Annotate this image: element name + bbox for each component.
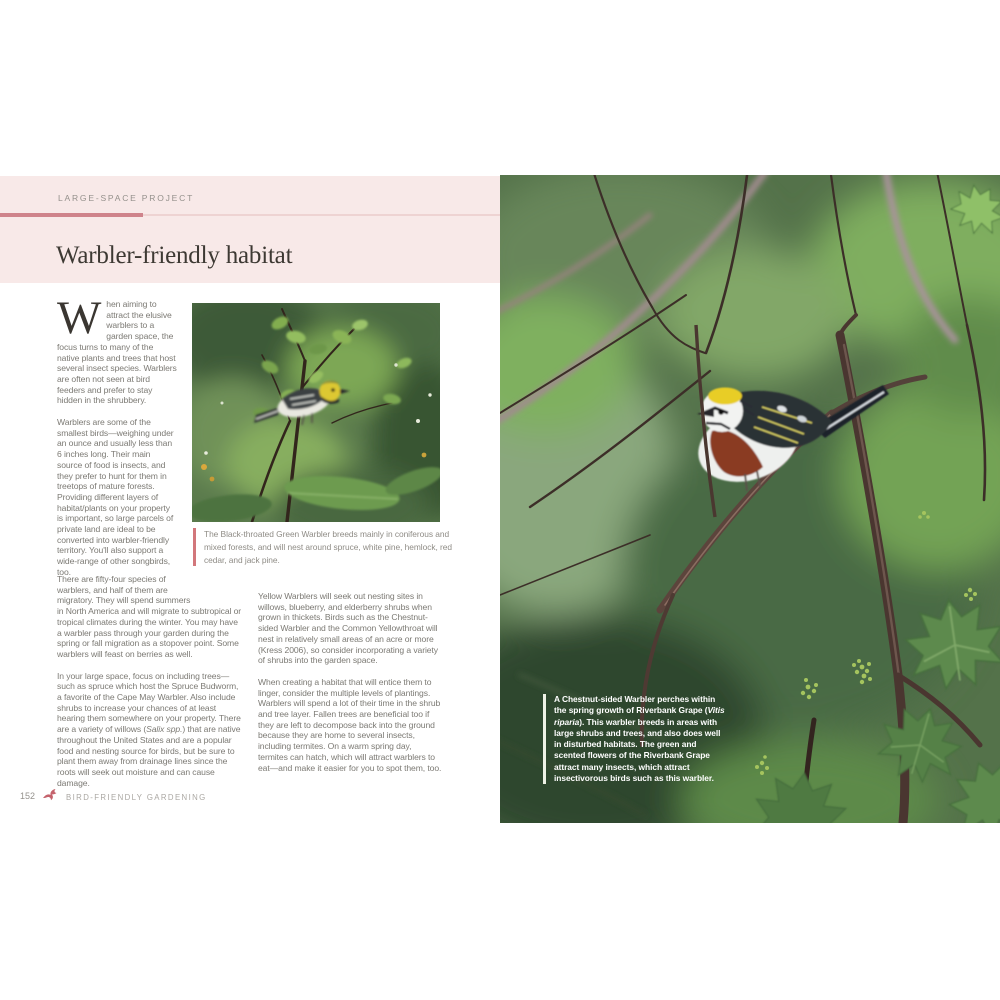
inset-photo-caption: The Black-throated Green Warbler breeds mainly in coniferous and mixed forests, and will nest around spruce, white pine, hemlock, red cedar, and jack pine. <box>193 528 456 566</box>
rule-light-segment <box>143 214 500 216</box>
body-paragraph-6: When creating a habitat that will entice them to linger, consider the multiple levels of plantings. Warblers will spend a lot of their time in the shrub and tree layer. Fallen trees are beneficial too if they are left to decompose back into the ground because they are home to several insects, including termites. On a warm spring day, termites can hatch, which will attract warblers to eat—and make it easier for you to spot them, too. <box>258 676 442 773</box>
page-number: 152 <box>20 791 36 801</box>
bird-logo-icon <box>42 788 58 802</box>
title-band <box>0 176 500 283</box>
section-eyebrow: LARGE-SPACE PROJECT <box>58 193 195 203</box>
body-paragraph-3-text: There are fifty-four species of warblers, and half of them are migratory. They will spend summers in North America and will migrate to subtropical or tropical climates during the winter. You may have a warbler pass through your garden during the spring or fall migration as a stopover point. Some warblers will feast on berries as well. <box>57 574 242 659</box>
page-title: Warbler-friendly habitat <box>56 242 293 269</box>
left-column-lower <box>57 574 243 799</box>
right-column <box>258 591 442 784</box>
eyebrow-rule <box>0 213 500 217</box>
body-paragraph-4: In your large space, focus on including trees—such as spruce which host the Spruce Budworm, a favorite of the Cape May Warbler. Also include shrubs to increase your chances of at least hearing them somewhere on your property. There are a variety of willows (Salix spp.) that are native throughout the United States and are a popular food and nesting source for birds, but be sure to plant them away from drainage lines since the roots will seek out moisture and can cause damage. <box>57 670 241 788</box>
body-paragraph-3 <box>57 574 243 660</box>
intro-paragraph <box>57 292 177 406</box>
drop-cap: W <box>57 292 102 344</box>
right-page-photo <box>500 175 1000 823</box>
body-paragraph-2: Warblers are some of the smallest birds—weighing under an ounce and usually less than 6 inches long. Their main source of food is insects, and they prefer to hunt for them in treetops of mature forests. Providing different layers of habitat/plants on your property is important, so large parcels of private land are ideal to be converted into warbler-friendly territory. You'll also support a wide-range of other songbirds, too. <box>57 417 174 577</box>
black-throated-green-warbler-photo <box>192 303 440 522</box>
wrap-spacer <box>195 574 243 596</box>
inset-photo <box>192 303 440 522</box>
intro-column <box>57 292 177 589</box>
rule-accent-segment <box>0 213 143 217</box>
book-title-label: BIRD-FRIENDLY GARDENING <box>66 792 207 802</box>
photo-caption: A Chestnut-sided Warbler perches within the spring growth of Riverbank Grape (Vitis riparia). This warbler breeds in areas with large shrubs and trees, and also does well in disturbed habitats. The green and scented flowers of the Riverbank Grape attract many insects, which attract insectivorous birds such as this warbler. <box>543 694 728 784</box>
body-paragraph-5: Yellow Warblers will seek out nesting sites in willows, blueberry, and elderberry shrubs when grown in thickets. Birds such as the Chestnut-sided Warbler and the Common Yellowthroat will nest in relatively small areas of an acre or more (Kress 2006), so consider incorporating a variety of shrubs into the garden space. <box>258 591 438 666</box>
intro-paragraph-text: hen aiming to attract the elusive warblers to a garden space, the focus turns to many of the native plants and trees that host several insect species. Warblers are often not seen at bird feeders and prefer to stay hidden in the shrubbery. <box>57 299 177 406</box>
